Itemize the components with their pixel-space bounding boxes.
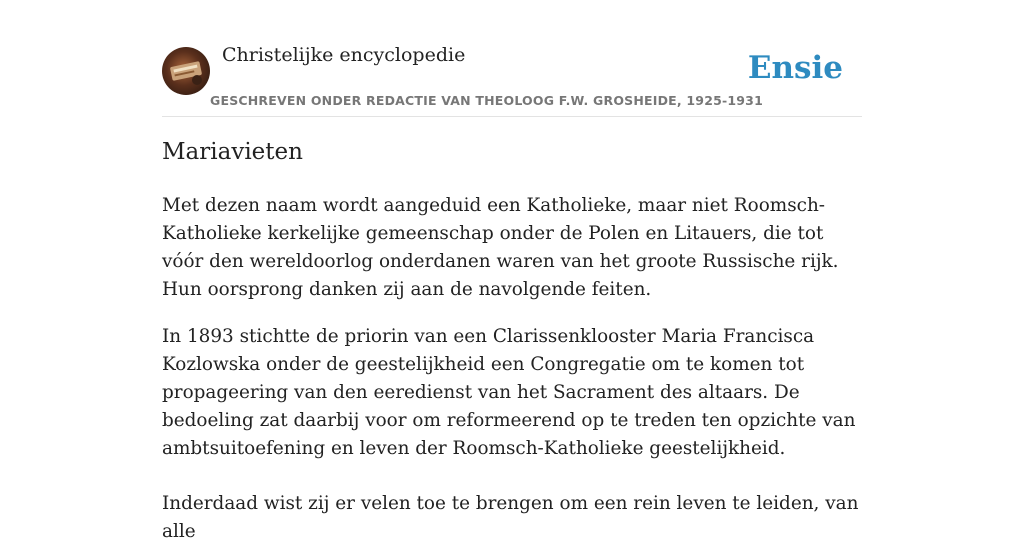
encyclopedia-subtitle: GESCHREVEN ONDER REDACTIE VAN THEOLOOG F.W. GROSHEIDE, 1925-1931 [210,93,763,108]
book-photo-icon[interactable] [162,47,210,95]
site-header [162,0,862,117]
article-paragraph: In 1893 stichtte de priorin van een Clarissenklooster Maria Francisca Kozlowska onder de geestelijkheid een Congregatie om te komen tot propageering van den eeredienst van het Sacrament des altaars. De bedoeling zat daarbij voor om reformeerend op te treden ten opzichte van ambtsuitoefening en leven der Roomsch-Katholieke geestelijkheid. [162,326,856,459]
page [162,0,862,542]
brand-logo[interactable]: Ensie [747,50,843,86]
article-paragraph: Inderdaad wist zij er velen toe te brengen om een rein leven te leiden, van alle [162,493,859,542]
article-paragraph: Met dezen naam wordt aangeduid een Katholieke, maar niet Roomsch-Katholieke kerkelijke gemeenschap onder de Polen en Litauers, die tot vóór den wereldoorlog onderdanen waren van het groote Russische rijk. Hun oorsprong danken zij aan de navolgende feiten. [162,195,839,300]
article-title: Mariavieten [162,139,303,165]
encyclopedia-title[interactable]: Christelijke encyclopedie [222,44,466,66]
